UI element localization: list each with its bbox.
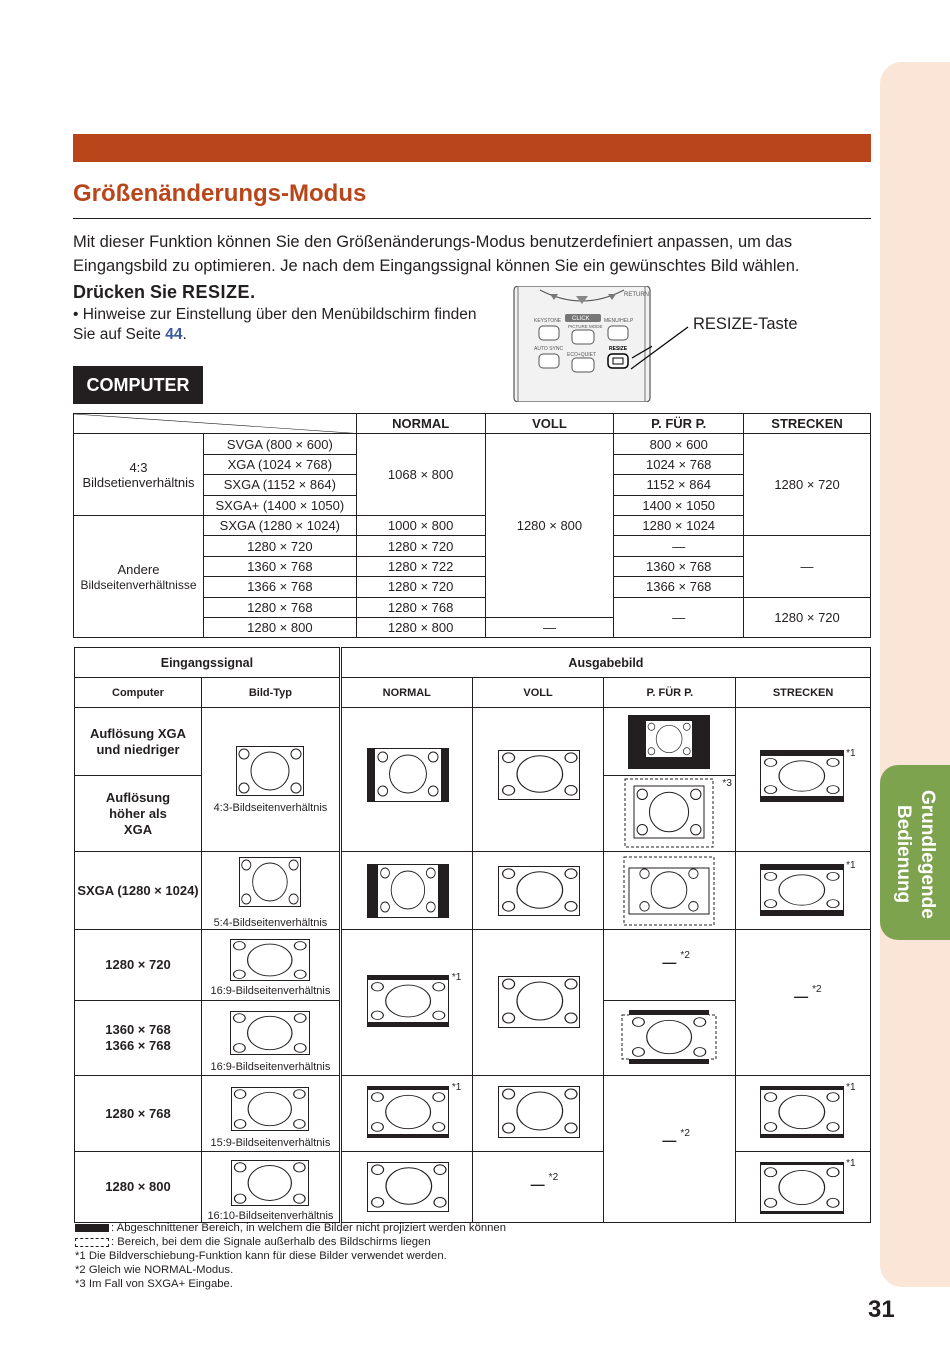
resize-key-label: RESIZE-Taste bbox=[693, 315, 798, 333]
output-full-icon bbox=[367, 1162, 449, 1212]
sub-voll: VOLL bbox=[472, 678, 604, 708]
output-letterbox-icon bbox=[760, 750, 844, 802]
out-1366-pfp bbox=[604, 1001, 736, 1076]
svg-text:KEYSTONE: KEYSTONE bbox=[534, 318, 562, 324]
pfp-cell: 1280 × 1024 bbox=[614, 515, 744, 535]
normal-cell: 1280 × 768 bbox=[356, 597, 485, 617]
row-xga-high: Auflösung höher als XGA bbox=[75, 776, 202, 852]
picture-54-icon bbox=[239, 857, 301, 907]
output-stretched-icon bbox=[498, 750, 580, 800]
outside-swatch bbox=[75, 1238, 109, 1247]
out-169-voll bbox=[472, 930, 604, 1076]
out-43-voll bbox=[472, 708, 604, 852]
picture-159-icon bbox=[231, 1087, 309, 1131]
picture-1610-icon bbox=[231, 1160, 309, 1206]
pic-43: 4:3-Bildseitenverhältnis bbox=[201, 708, 340, 852]
pic-169b: 16:9-Bildseitenverhältnis bbox=[201, 1001, 340, 1076]
normal-cell: 1000 × 800 bbox=[356, 515, 485, 535]
input-cell: 1366 × 768 bbox=[203, 577, 356, 597]
out-43-strecken: *1 bbox=[736, 708, 871, 852]
output-stretched-icon bbox=[498, 1086, 580, 1138]
resolution-table bbox=[73, 413, 871, 638]
press-instruction: Drücken Sie RESIZE. bbox=[73, 282, 256, 302]
input-cell: SXGA (1152 × 864) bbox=[203, 475, 356, 495]
input-cell: XGA (1024 × 768) bbox=[203, 454, 356, 474]
out-768-strecken: *1 bbox=[736, 1076, 871, 1152]
row-1280x800: 1280 × 800 bbox=[75, 1152, 202, 1223]
table-corner bbox=[74, 414, 357, 434]
input-cell: 1280 × 800 bbox=[203, 617, 356, 637]
output-letterbox-icon bbox=[367, 1086, 449, 1138]
page-title: Größenänderungs-Modus bbox=[73, 180, 367, 207]
normal-cell: 1280 × 720 bbox=[356, 577, 485, 597]
out-169-normal: *1 bbox=[340, 930, 472, 1076]
sub-strecken: STRECKEN bbox=[736, 678, 871, 708]
input-cell: SXGA (1280 × 1024) bbox=[203, 515, 356, 535]
header-strecken: STRECKEN bbox=[744, 414, 871, 434]
input-cell: SVGA (800 × 600) bbox=[203, 434, 356, 454]
normal-cell: 1280 × 800 bbox=[356, 617, 485, 637]
svg-text:AUTO SYNC: AUTO SYNC bbox=[534, 346, 564, 352]
intro-text: Mit dieser Funktion können Sie den Größenänderungs-Modus benutzerdefiniert anpassen, um das Eingangsbild zu optimieren. Je nach dem Eingangssignal können Sie ein gewünschtes Bild wählen. bbox=[73, 233, 800, 275]
input-cell: 1280 × 720 bbox=[203, 536, 356, 556]
svg-text:RESIZE: RESIZE bbox=[609, 346, 628, 352]
footnote-1: *1 Die Bildverschiebung-Funktion kann für diese Bilder verwendet werden. bbox=[75, 1250, 447, 1262]
header-voll: VOLL bbox=[485, 414, 614, 434]
sub-normal: NORMAL bbox=[340, 678, 472, 708]
out-768-800-pfp: — *2 bbox=[604, 1076, 736, 1223]
out-800-voll: — *2 bbox=[472, 1152, 604, 1223]
pfp-cell: 1024 × 768 bbox=[614, 454, 744, 474]
picture-169-icon bbox=[230, 939, 310, 981]
group-other: Andere Bildseitenverhältnisse bbox=[74, 515, 204, 637]
strecken-last: 1280 × 720 bbox=[744, 597, 871, 638]
sub-pfp: P. FÜR P. bbox=[604, 678, 736, 708]
pfp-cell: — bbox=[614, 536, 744, 556]
chapter-tab-label: Grundlegende Bedienung bbox=[893, 789, 938, 919]
svg-text:PICTURE MODE: PICTURE MODE bbox=[568, 324, 603, 329]
voll-cell: — bbox=[485, 617, 614, 637]
pic-159: 15:9-Bildseitenverhältnis bbox=[201, 1076, 340, 1152]
pfp-cell: 1152 × 864 bbox=[614, 475, 744, 495]
output-stretched-icon bbox=[498, 866, 580, 916]
pic-169: 16:9-Bildseitenverhältnis bbox=[201, 930, 340, 1001]
header-bar bbox=[73, 134, 871, 162]
row-1280x768: 1280 × 768 bbox=[75, 1076, 202, 1152]
pfp-cell: 1400 × 1050 bbox=[614, 495, 744, 515]
header-pfp: P. FÜR P. bbox=[614, 414, 744, 434]
voll-merged: 1280 × 800 bbox=[485, 434, 614, 618]
input-cell: 1360 × 768 bbox=[203, 556, 356, 576]
normal-43: 1068 × 800 bbox=[356, 434, 485, 516]
computer-badge: COMPUTER bbox=[73, 366, 203, 404]
output-stretched-icon bbox=[498, 976, 580, 1028]
output-letterbox-icon bbox=[760, 1162, 844, 1214]
out-720-pfp: — *2 bbox=[604, 930, 736, 1001]
output-pillarbox-icon bbox=[367, 864, 449, 918]
out-768-normal: *1 bbox=[340, 1076, 472, 1152]
strecken-other: — bbox=[744, 536, 871, 597]
svg-text:RETURN: RETURN bbox=[624, 292, 649, 298]
row-1360-1366: 1360 × 768 1366 × 768 bbox=[75, 1001, 202, 1076]
output-letterbox-icon bbox=[367, 975, 449, 1027]
callout-line bbox=[630, 318, 690, 378]
out-sxga-voll bbox=[472, 852, 604, 930]
cropped-swatch bbox=[75, 1224, 109, 1232]
input-cell: 1280 × 768 bbox=[203, 597, 356, 617]
row-sxga: SXGA (1280 × 1024) bbox=[75, 852, 202, 930]
legend-cropped: : Abgeschnittener Bereich, in welchem die Bilder nicht projiziert werden können bbox=[75, 1221, 506, 1235]
row-1280x720: 1280 × 720 bbox=[75, 930, 202, 1001]
svg-text:ECO+QUIET: ECO+QUIET bbox=[567, 352, 597, 358]
out-sxga-strecken: *1 bbox=[736, 852, 871, 930]
out-xga-pfp bbox=[604, 708, 736, 776]
footnote-3: *3 Im Fall von SXGA+ Eingabe. bbox=[75, 1278, 233, 1290]
out-sxga-normal bbox=[340, 852, 472, 930]
page-link[interactable]: 44 bbox=[165, 326, 183, 343]
output-windowbox-icon bbox=[628, 715, 710, 769]
ausgabe-header: Ausgabebild bbox=[340, 648, 870, 678]
pic-54: 5:4-Bildseitenverhältnis bbox=[201, 852, 340, 930]
legend-outside: : Bereich, bei dem die Signale außerhalb des Bildschirms liegen bbox=[75, 1235, 506, 1249]
footnote-2: *2 Gleich wie NORMAL-Modus. bbox=[75, 1264, 234, 1276]
out-800-strecken: *1 bbox=[736, 1152, 871, 1223]
pfp-cell: 1360 × 768 bbox=[614, 556, 744, 576]
eingang-header: Eingangssignal bbox=[75, 648, 341, 678]
svg-text:CLICK: CLICK bbox=[572, 316, 590, 322]
pfp-cell: 1366 × 768 bbox=[614, 577, 744, 597]
menu-note: • Hinweise zur Einstellung über den Menübildschirm finden Sie auf Seite 44. bbox=[73, 306, 477, 343]
input-cell: SXGA+ (1400 × 1050) bbox=[203, 495, 356, 515]
output-pillarbox-icon bbox=[367, 748, 449, 802]
svg-text:MENU/HELP: MENU/HELP bbox=[604, 318, 634, 324]
page-number: 31 bbox=[868, 1296, 895, 1323]
output-letterbox-icon bbox=[760, 1086, 844, 1138]
normal-cell: 1280 × 722 bbox=[356, 556, 485, 576]
title-rule bbox=[73, 218, 871, 219]
out-768-voll bbox=[472, 1076, 604, 1152]
out-sxga-pfp bbox=[604, 852, 736, 930]
pfp-cell: — bbox=[614, 597, 744, 638]
output-letterbox-icon bbox=[760, 864, 844, 916]
out-43-normal bbox=[340, 708, 472, 852]
picture-169-icon bbox=[230, 1011, 310, 1055]
pic-1610: 16:10-Bildseitenverhältnis bbox=[201, 1152, 340, 1223]
sub-bildtyp: Bild-Typ bbox=[201, 678, 340, 708]
header-normal: NORMAL bbox=[356, 414, 485, 434]
output-image-table bbox=[74, 647, 871, 1223]
picture-43-icon bbox=[236, 746, 304, 796]
output-overscan-letterbox-icon bbox=[621, 1010, 717, 1064]
side-tab-background bbox=[880, 62, 950, 1287]
out-169-strecken: — *2 bbox=[736, 930, 871, 1076]
out-800-normal bbox=[340, 1152, 472, 1223]
sub-computer: Computer bbox=[75, 678, 202, 708]
normal-cell: 1280 × 720 bbox=[356, 536, 485, 556]
output-overscan-icon bbox=[623, 856, 715, 926]
pfp-cell: 800 × 600 bbox=[614, 434, 744, 454]
legend bbox=[75, 1221, 506, 1291]
out-high-pfp: *3 bbox=[604, 776, 736, 852]
output-overscan-icon bbox=[624, 778, 714, 848]
group-43: 4:3 Bildsetienverhältnis bbox=[74, 434, 204, 516]
strecken-43: 1280 × 720 bbox=[744, 434, 871, 536]
row-xga-low: Auflösung XGA und niedriger bbox=[75, 708, 202, 776]
